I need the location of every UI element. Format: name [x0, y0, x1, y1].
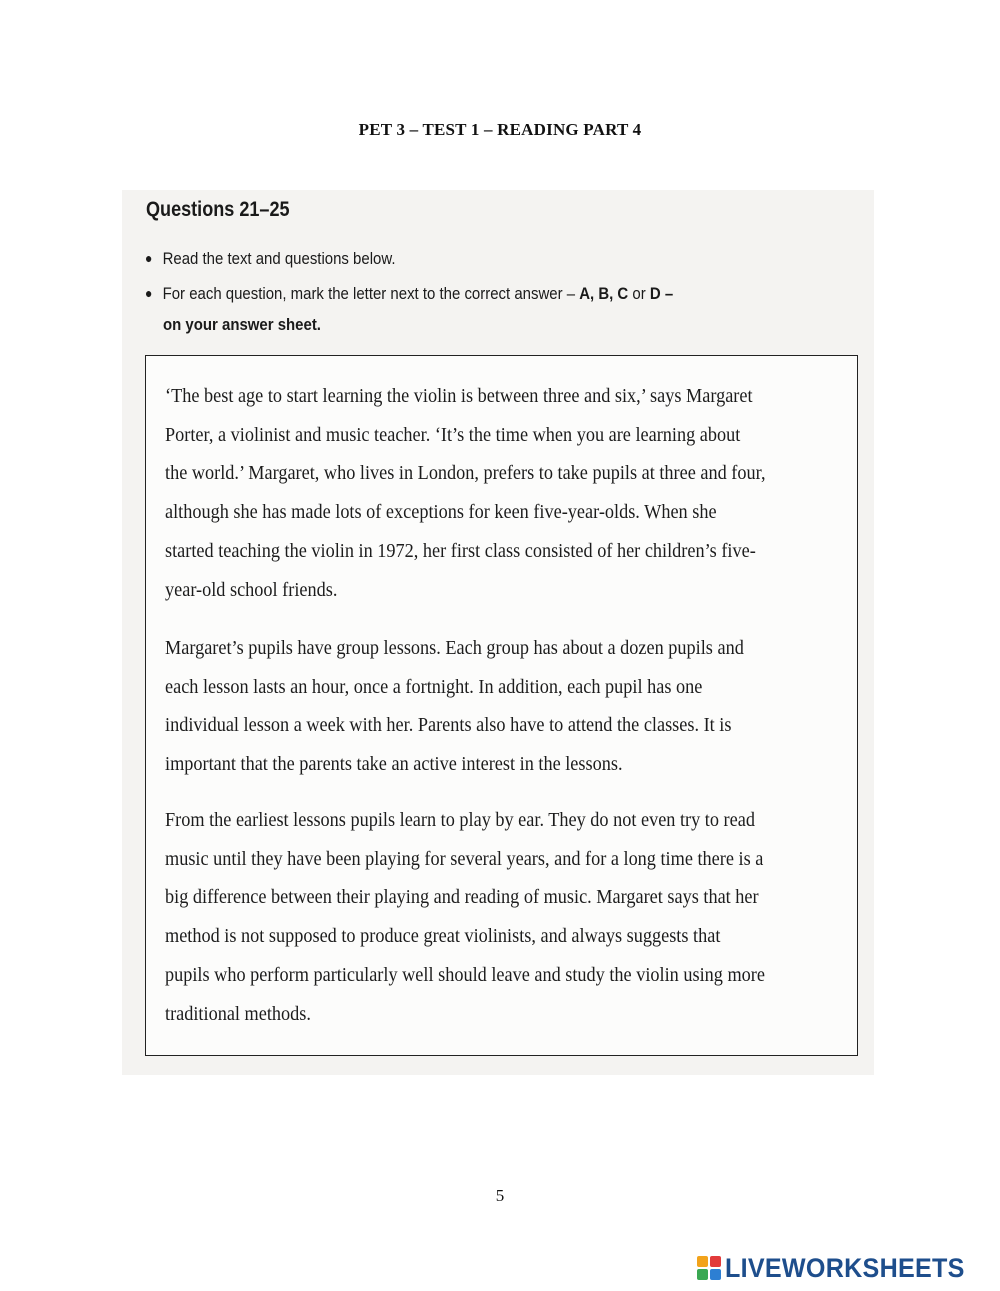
logo-square — [710, 1256, 721, 1267]
questions-heading: Questions 21–25 — [146, 198, 290, 221]
text-line: music until they have been playing for several years, and for a long time there is a — [165, 847, 764, 870]
answer-letter-d: D – — [649, 284, 674, 303]
instruction-2-text: For each question, mark the letter next to the correct answer – — [162, 284, 580, 303]
logo-square — [697, 1269, 708, 1280]
text-line: pupils who perform particularly well should leave and study the violin using more — [165, 963, 765, 986]
text-line: Margaret’s pupils have group lessons. Each group has about a dozen pupils and — [165, 637, 744, 659]
logo-square — [710, 1269, 721, 1280]
paragraph-1 — [165, 377, 775, 609]
text-line: although she has made lots of exceptions for keen five-year-olds. When she — [165, 501, 717, 524]
text-line: Porter, a violinist and music teacher. ‘It’s the time when you are learning about — [165, 423, 741, 446]
instruction-1-text: Read the text and questions below. — [162, 249, 396, 268]
text-line: big difference between their playing and reading of music. Margaret says that her — [165, 886, 759, 909]
text-line: From the earliest lessons pupils learn to play by ear. They do not even try to read — [165, 809, 755, 831]
instruction-3: on your answer sheet. — [163, 315, 321, 334]
text-line: important that the parents take an active interest in the lessons. — [165, 753, 623, 776]
text-line: started teaching the violin in 1972, her first class consisted of her children’s five- — [165, 539, 756, 562]
bullet-icon: ● — [145, 285, 153, 301]
page-title: PET 3 – TEST 1 – READING PART 4 — [358, 120, 642, 139]
logo-text: LIVEWORKSHEETS — [725, 1252, 965, 1283]
logo-square — [697, 1256, 708, 1267]
text-line: method is not supposed to produce great violinists, and always suggests that — [165, 925, 721, 948]
text-line: traditional methods. — [165, 1002, 311, 1025]
logo-mark-icon — [697, 1256, 721, 1280]
paragraph-2 — [165, 629, 775, 784]
text-line: individual lesson a week with her. Parents also have to attend the classes. It is — [165, 714, 732, 737]
text-line: ‘The best age to start learning the violin is between three and six,’ says Margaret — [165, 385, 753, 407]
text-line: the world.’ Margaret, who lives in London, prefers to take pupils at three and four, — [165, 462, 766, 485]
text-line: each lesson lasts an hour, once a fortnight. In addition, each pupil has one — [165, 675, 703, 698]
bullet-icon: ● — [145, 250, 153, 266]
instruction-2 — [145, 284, 673, 304]
liveworksheets-logo[interactable] — [697, 1253, 983, 1283]
text-line: year-old school friends. — [165, 578, 338, 601]
answer-letters: A, B, C — [579, 284, 629, 303]
paragraph-3 — [165, 801, 775, 1033]
instruction-or: or — [628, 284, 650, 303]
page-number: 5 — [495, 1186, 505, 1205]
instruction-1 — [145, 249, 395, 269]
